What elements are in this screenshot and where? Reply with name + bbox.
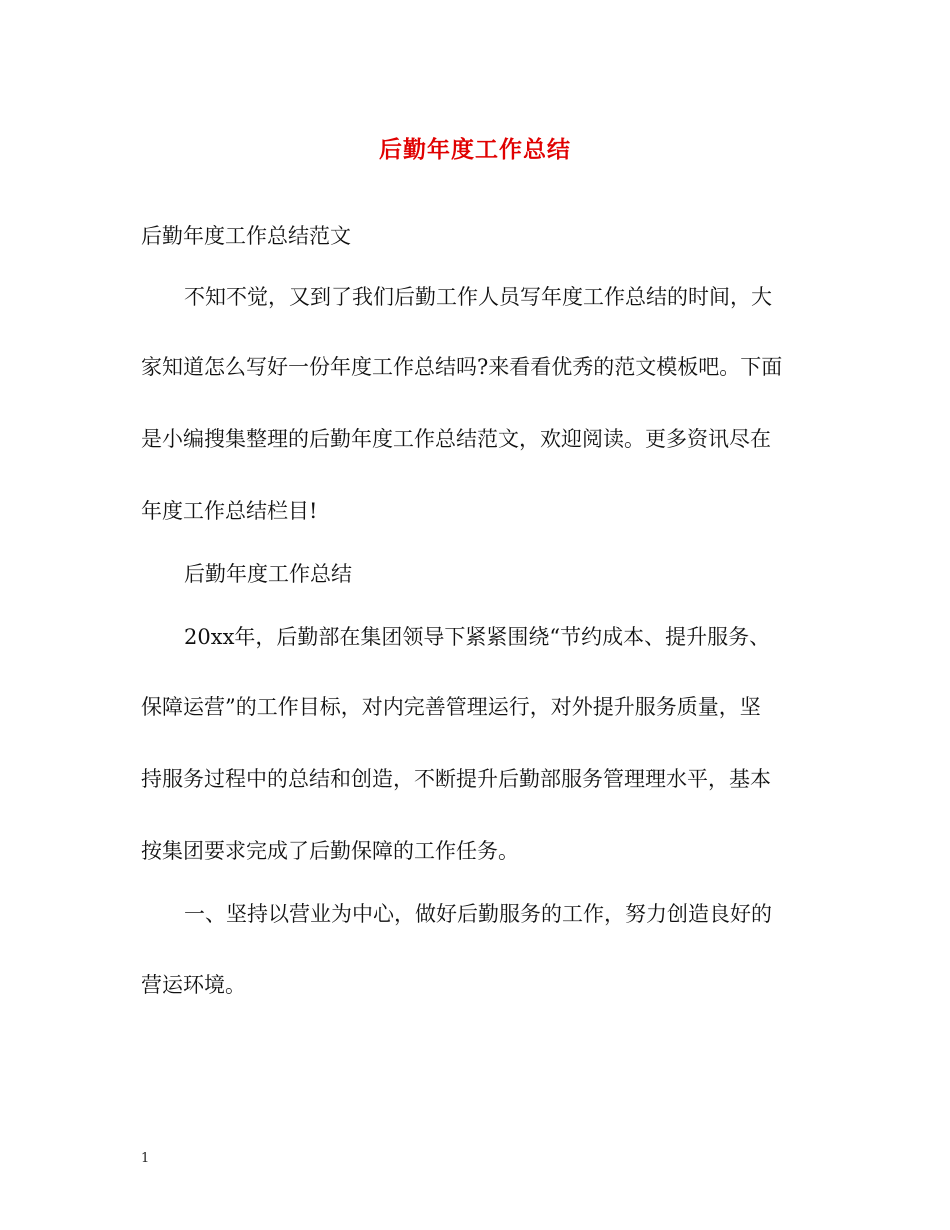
subtitle-line: 后勤年度工作总结范文	[141, 224, 351, 248]
paragraph-intro-line-4: 年度工作总结栏目!	[141, 499, 318, 523]
paragraph-point-one-line-1: 一、坚持以营业为中心，做好后勤服务的工作，努力创造良好的	[184, 902, 772, 926]
paragraph-summary-line-4: 按集团要求完成了后勤保障的工作任务。	[141, 839, 519, 863]
paragraph-point-one-line-2: 营运环境。	[141, 973, 246, 997]
page-number: 1	[141, 1151, 150, 1166]
paragraph-summary-line-2: 保障运营”的工作目标，对内完善管理运行，对外提升服务质量，坚	[141, 695, 761, 719]
paragraph-summary-line-1: 20xx年，后勤部在集团领导下紧紧围绕“节约成本、提升服务、	[184, 625, 771, 649]
paragraph-intro-line-3: 是小编搜集整理的后勤年度工作总结范文，欢迎阅读。更多资讯尽在	[141, 427, 771, 451]
paragraph-summary-line-3: 持服务过程中的总结和创造，不断提升后勤部服务管理理水平，基本	[141, 767, 771, 791]
paragraph-intro-line-2: 家知道怎么写好一份年度工作总结吗?来看看优秀的范文模板吧。下面	[141, 355, 783, 379]
document-title: 后勤年度工作总结	[379, 137, 571, 163]
section-heading: 后勤年度工作总结	[184, 562, 352, 586]
paragraph-intro-line-1: 不知不觉，又到了我们后勤工作人员写年度工作总结的时间，大	[184, 285, 772, 309]
